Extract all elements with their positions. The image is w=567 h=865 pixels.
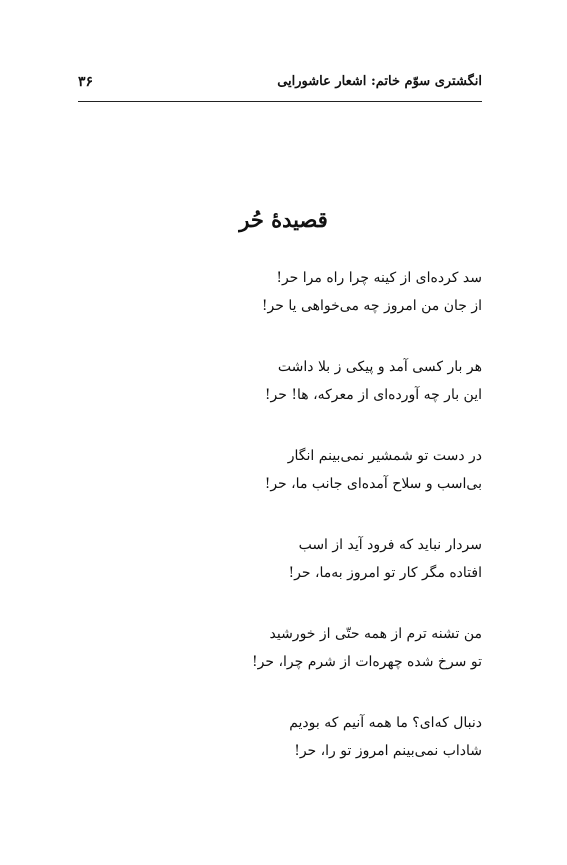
stanza-4 [82, 531, 482, 587]
verse-line: هر بار کسی آمد و پیکی ز بلا داشت [277, 359, 482, 375]
header-rule [78, 101, 482, 102]
verse-line: این بار چه آورده‌ای از معرکه، ها! حر! [264, 387, 482, 403]
verse-line: در دست تو شمشیر نمی‌بینم انگار [287, 448, 482, 464]
poem-title: قصیدهٔ حُر [239, 207, 328, 232]
poem-body [82, 264, 482, 798]
stanza-5 [82, 620, 482, 676]
verse-line: تو سرخ شده چهره‌ات از شرم چرا، حر! [252, 654, 482, 670]
running-title: انگشتری سوّم خاتم: اشعار عاشورایی [277, 74, 482, 89]
verse-line: بی‌اسب و سلاح آمده‌ای جانب ما، حر! [264, 476, 482, 492]
stanza-3 [82, 442, 482, 498]
stanza-6 [82, 709, 482, 765]
verse-line: دنبال که‌ای؟ ما همه آنیم که بودیم [289, 715, 482, 731]
verse-line: سردار نباید که فرود آید از اسب [298, 537, 482, 553]
stanza-1 [82, 264, 482, 320]
verse-line: از جان من امروز چه می‌خواهی یا حر! [261, 298, 482, 314]
verse-line: سد کرده‌ای از کینه چرا راه مرا حر! [276, 270, 482, 286]
running-header [78, 74, 482, 98]
verse-line: من تشنه ترم از همه حتّی از خورشید [269, 626, 482, 642]
verse-line: شاداب نمی‌بینم امروز تو را، حر! [294, 743, 482, 759]
verse-line: افتاده مگر کار تو امروز به‌ما، حر! [288, 565, 482, 581]
stanza-2 [82, 353, 482, 409]
page-number: ۳۶ [78, 74, 94, 90]
